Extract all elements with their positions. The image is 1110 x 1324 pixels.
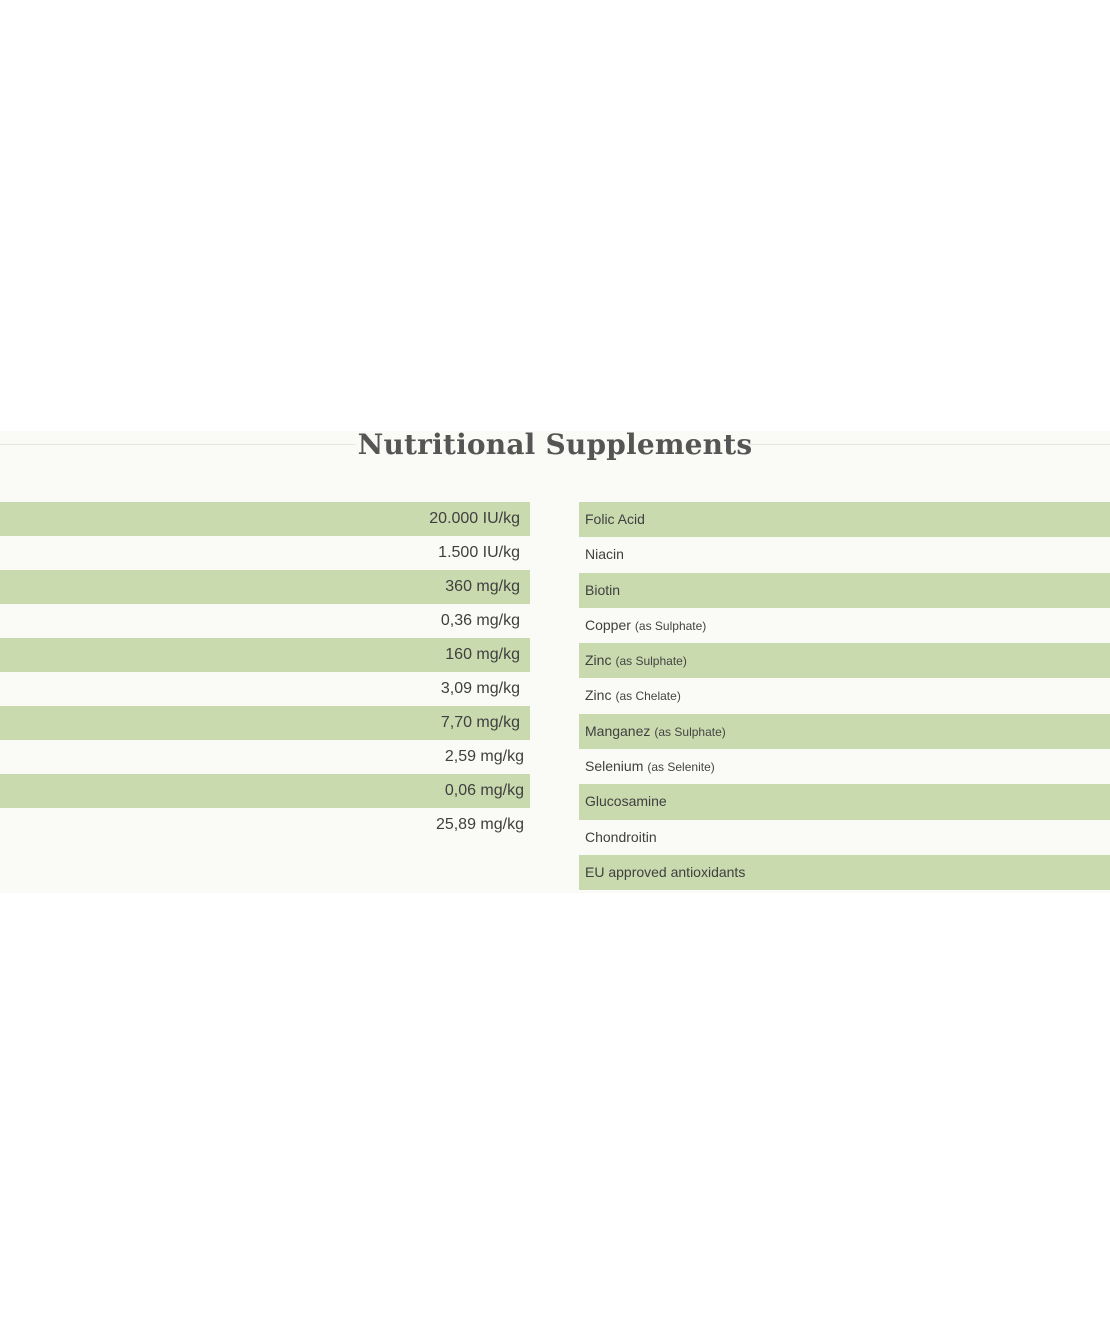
supplement-qualifier: (as Selenite) [647, 760, 715, 775]
supplement-qualifier: (as Sulphate) [654, 724, 726, 739]
value-row [0, 672, 530, 706]
supplement-row [579, 573, 1110, 608]
supplement-row [579, 678, 1110, 713]
value-text: 160 mg/kg [445, 646, 520, 663]
supplement-name: Selenium [585, 758, 644, 775]
supplement-name: Copper [585, 616, 631, 633]
value-text: 3,09 mg/kg [440, 680, 520, 697]
supplement-row [579, 749, 1110, 784]
supplement-qualifier: (as Sulphate) [634, 618, 707, 633]
supplement-name: EU approved antioxidants [585, 863, 746, 880]
supplement-name: Niacin [585, 546, 624, 563]
names-column [579, 502, 1110, 890]
supplement-row [579, 537, 1110, 572]
value-row [0, 604, 530, 638]
value-text: 25,89 mg/kg [435, 816, 524, 833]
supplement-name: Biotin [585, 581, 621, 598]
value-row [0, 570, 530, 604]
value-row [0, 774, 530, 808]
supplement-row [579, 820, 1110, 855]
supplement-row [579, 855, 1110, 890]
value-text: 2,59 mg/kg [444, 748, 524, 765]
supplements-panel [0, 428, 1110, 893]
supplement-qualifier: (as Chelate) [615, 689, 681, 704]
value-row [0, 740, 530, 774]
supplement-name: Folic Acid [585, 511, 645, 527]
value-text: 1.500 IU/kg [438, 544, 520, 561]
value-row [0, 502, 530, 536]
value-text: 360 mg/kg [445, 578, 520, 595]
value-row [0, 536, 530, 570]
supplement-row [579, 784, 1110, 819]
value-text: 7,70 mg/kg [440, 714, 520, 731]
supplement-name: Zinc [585, 652, 612, 669]
supplement-name: Glucosamine [585, 793, 667, 810]
value-row [0, 706, 530, 740]
supplement-name: Zinc [585, 687, 612, 704]
supplement-row [579, 608, 1110, 643]
value-text: 0,36 mg/kg [440, 612, 520, 629]
value-row [0, 638, 530, 672]
values-column [0, 502, 530, 842]
value-row [0, 808, 530, 842]
supplement-qualifier: (as Sulphate) [615, 654, 687, 669]
supplement-row [579, 502, 1110, 537]
supplement-row [579, 714, 1110, 749]
value-text: 20.000 IU/kg [429, 510, 520, 527]
section-title: Nutritional Supplements [357, 428, 753, 461]
supplement-name: Chondroitin [585, 828, 657, 845]
supplement-name: Manganez [585, 722, 651, 739]
value-text: 0,06 mg/kg [444, 782, 524, 799]
supplement-row [579, 643, 1110, 678]
